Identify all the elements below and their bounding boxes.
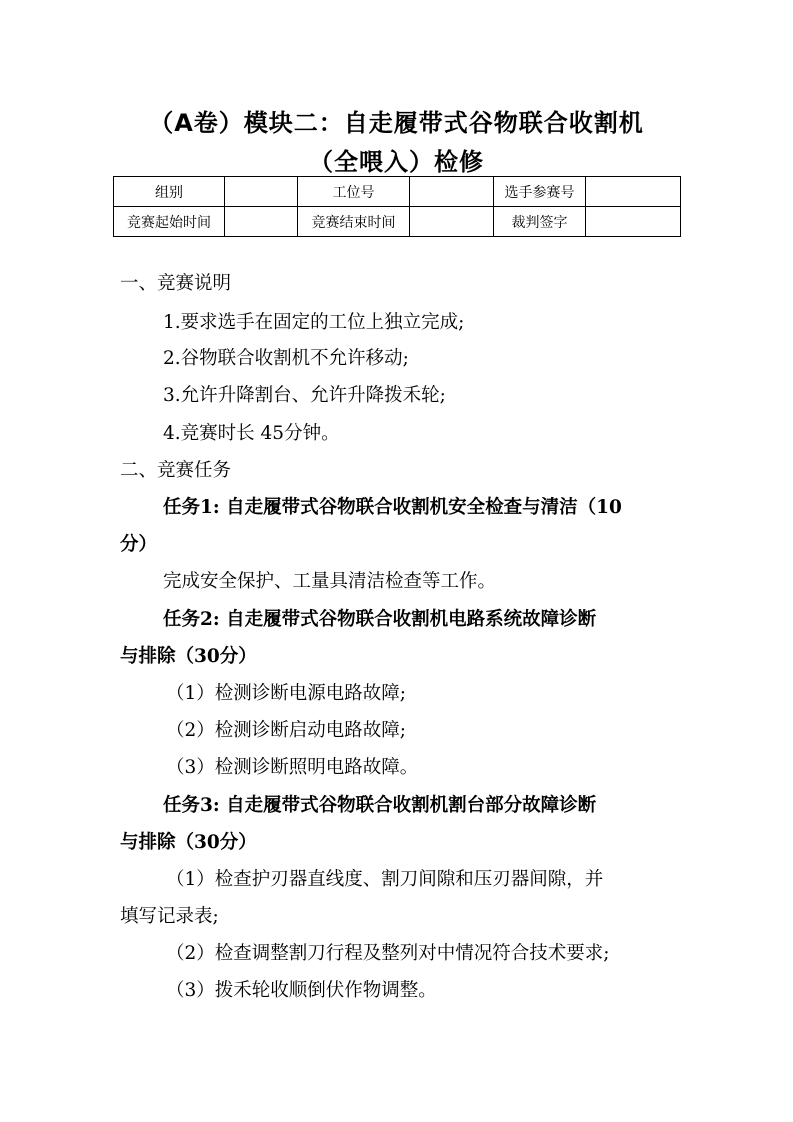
value-end-time[interactable] bbox=[410, 207, 494, 237]
value-contestant-no[interactable] bbox=[586, 177, 681, 207]
section1-item-3: 3.允许升降割台、允许升降拨禾轮; bbox=[163, 385, 446, 406]
task3-item-1: （1）检查护刃器直线度、割刀间隙和压刃器间隙，并 bbox=[166, 869, 604, 890]
task1-title: 任务1: 自走履带式谷物联合收割机安全检查与清洁（10 bbox=[163, 497, 622, 518]
task2-title: 任务2: 自走履带式谷物联合收割机电路系统故障诊断 bbox=[163, 609, 597, 630]
task1-title-cont: 分） bbox=[120, 534, 158, 555]
table-row bbox=[114, 177, 681, 207]
label-start-time: 竞赛起始时间 bbox=[114, 207, 225, 237]
section1-item-4: 4.竞赛时长 45分钟。 bbox=[163, 423, 340, 444]
section1-item-2: 2.谷物联合收割机不允许移动; bbox=[163, 348, 409, 369]
task3-title: 任务3: 自走履带式谷物联合收割机割台部分故障诊断 bbox=[163, 795, 597, 816]
label-contestant-no: 选手参赛号 bbox=[494, 177, 586, 207]
task2-item-1: （1）检测诊断电源电路故障; bbox=[166, 683, 407, 704]
section1-heading: 一、竞赛说明 bbox=[120, 273, 232, 294]
label-end-time: 竞赛结束时间 bbox=[298, 207, 410, 237]
value-judge-signature[interactable] bbox=[586, 207, 681, 237]
task3-title-cont: 与排除（30分） bbox=[120, 832, 257, 853]
label-station: 工位号 bbox=[298, 177, 410, 207]
section1-item-1: 1.要求选手在固定的工位上独立完成; bbox=[163, 312, 465, 333]
task2-item-2: （2）检测诊断启动电路故障; bbox=[166, 720, 407, 741]
info-table bbox=[113, 176, 681, 237]
task3-item-2: （2）检查调整割刀行程及整列对中情况符合技术要求; bbox=[166, 943, 610, 964]
value-station[interactable] bbox=[410, 177, 494, 207]
task3-item-3: （3）拨禾轮收顺倒伏作物调整。 bbox=[166, 980, 437, 1001]
value-group[interactable] bbox=[225, 177, 298, 207]
table-row bbox=[114, 207, 681, 237]
task1-body: 完成安全保护、工量具清洁检查等工作。 bbox=[163, 571, 497, 592]
label-judge-signature: 裁判签字 bbox=[494, 207, 586, 237]
task2-item-3: （3）检测诊断照明电路故障。 bbox=[166, 757, 419, 778]
document-title-line1: （A卷）模块二：自走履带式谷物联合收割机 bbox=[149, 109, 644, 137]
value-start-time[interactable] bbox=[225, 207, 298, 237]
section2-heading: 二、竞赛任务 bbox=[120, 460, 232, 481]
task2-title-cont: 与排除（30分） bbox=[120, 646, 257, 667]
document-title-line2: （全喂入）检修 bbox=[309, 148, 484, 176]
task3-item-1-cont: 填写记录表; bbox=[120, 906, 219, 927]
label-group: 组别 bbox=[114, 177, 225, 207]
